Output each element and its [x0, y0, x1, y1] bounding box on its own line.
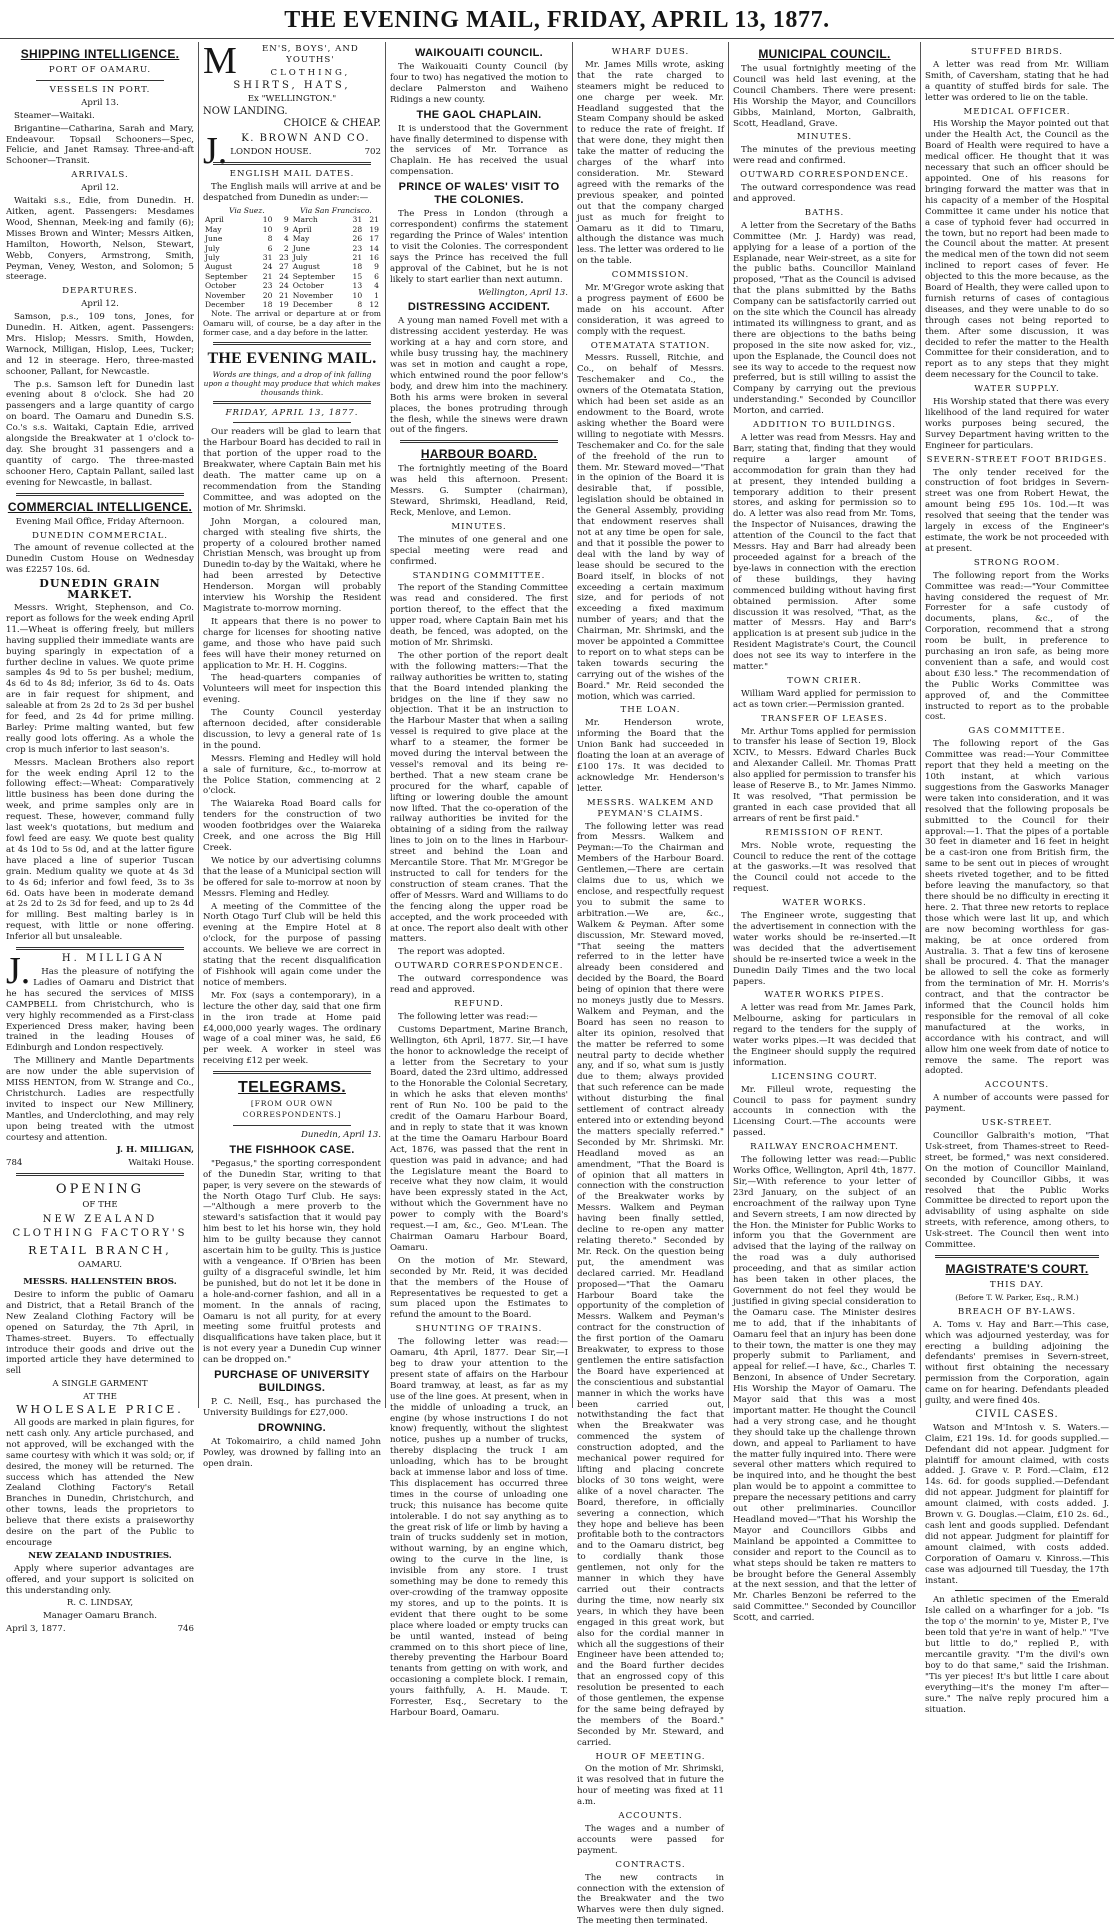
clothing-heading: NEW ZEALAND CLOTHING FACTORY'S	[12, 1214, 188, 1240]
divider	[36, 80, 164, 81]
column-4	[577, 44, 724, 1927]
table-cell: 24	[279, 271, 289, 281]
table-cell: 21	[262, 271, 273, 281]
ad-footer	[230, 147, 381, 158]
table-cell: 24	[279, 281, 289, 291]
table-cell: September	[205, 271, 248, 281]
table-cell: 31	[352, 215, 363, 225]
table-cell: 21	[279, 290, 289, 300]
section-heading: WATER WORKS PIPES.	[764, 990, 885, 1001]
divider	[16, 493, 184, 496]
table-cell: August	[205, 262, 233, 272]
article-paragraph: William Ward applied for permission to act as town crier.—Permission granted.	[733, 688, 916, 710]
article-paragraph: The County Council yesterday afternoon decided, after considerable discussion, to levy a general rate of 1s in the pound.	[203, 708, 381, 751]
arrivals-text: Waitaki s.s., Edie, from Dunedin. H. Aitken, agent. Passengers: Mesdames Wood, Shennan, Meek-ing and family (6); Misses Brown and Winter; Messrs Aitken, Hamilton, Howorth, Nelson, Stewart, Webb, Conyers, Armstrong, Smith, Peyman, Veney, Weston, and Solomon; 5 steerage.	[6, 196, 194, 283]
ad-place: Waitaki House.	[128, 1158, 194, 1169]
ad-body: Has the pleasure of notifying the Ladies of Oamaru and District that he has secured the services of MISS CAMPBELL from Christchurch, who is very highly recommended as a First-class Experienced Dress maker, having been trained in the leading Houses of Edinburgh and London respectively.	[6, 966, 194, 1054]
table-cell: 20	[262, 290, 273, 300]
section-heading: STUFFED BIRDS.	[970, 47, 1064, 57]
table-cell: October	[205, 281, 237, 291]
table-header	[203, 206, 381, 215]
table-cell: May	[292, 234, 310, 244]
table-cell: 8	[267, 234, 273, 244]
article-paragraph: Mr. Arthur Toms applied for permission to transfer his lease of Section 19, Block XCIV., to Messrs. Edward Charles Buck and Alexander Calleil. Mr. Thomas Pratt also applied for permission to transfer his lease of Reserve B., to Mr. James Nimmo. It was resolved, "That permission be granted in each case provided that all arrears of rent be first paid."	[733, 726, 916, 824]
divider	[233, 1125, 351, 1126]
prince-heading: PRINCE OF WALES' VISIT TO THE COLONIES.	[398, 181, 560, 207]
table-cell: 16	[369, 252, 379, 262]
dateline: Wellington, April 13.	[478, 287, 568, 298]
shipping-heading: SHIPPING INTELLIGENCE.	[20, 47, 180, 61]
harbour-heading: HARBOUR BOARD.	[420, 447, 538, 462]
table-cell: 12	[369, 299, 379, 309]
ad-signature: R. C. LINDSAY,	[66, 1598, 134, 1609]
column-5	[733, 44, 916, 1624]
table-cell: April	[205, 215, 224, 225]
table-cell: April	[292, 224, 312, 234]
ad-body: All goods are marked in plain figures, for nett cash only. Any article purchased, and not approved, will be exchanged with the same courtesy with which it was sold; or, if desired, the money will be returned. The success which has attended the New Zealand Clothing Factory's Retail Branches in Dunedin, Christchurch, and other towns, leads the proprietors to believe that there exists a praiseworthy desire on the part of the Public to encourage	[6, 1417, 194, 1548]
article-paragraph: The fortnightly meeting of the Board was held this afternoon. Present: Messrs. G. Sumpter (chairman), Steward, Shrimski, Headland, Reid, Reck, Menlove, and Lemon.	[390, 464, 568, 518]
column-1	[6, 44, 194, 1635]
article-paragraph: John Morgan, a coloured man, charged with stealing five shirts, the property of a coloured brother named Christian Mensch, was brought up from Dunedin to-day by the Waitaki, where he had been arrested by Detective Henderson. Morgan will probably interview his Worship the Resident Magistrate to-morrow morning.	[203, 516, 381, 614]
article-paragraph: Our readers will be glad to learn that the Harbour Board has decided to rail in that portion of the upper road to the Breakwater, where Captain Bain met his death. The matter came up on a recommendation from the Standing Committee, and was adopted on the motion of Mr. Shrimski.	[203, 427, 381, 514]
article-paragraph: P. C. Neill, Esq., has purchased the University Buildings for £27,000.	[203, 1397, 381, 1418]
table-cell: 19	[279, 299, 289, 309]
table-row	[203, 262, 381, 271]
table-cell: June	[292, 243, 311, 253]
article-paragraph: Councillor Galbraith's motion, "That Usk-street, from Thames-street to Reed-street, be formed," was next considered. On the motion of Councillor Mainland, seconded by Councillor Gibbs, it was resolved that the Public Works Committee be directed to report upon the advisability of using asphalte on side streets, with reference, among others, to Usk-street. The Council then went into Committee.	[925, 1131, 1109, 1251]
mail-rows	[203, 215, 381, 309]
table-row	[203, 244, 381, 253]
section-heading: WATER WORKS.	[782, 898, 867, 909]
table-cell: 23	[279, 252, 289, 262]
article-paragraph: The head-quarters companies of Volunteers will meet for inspection this evening.	[203, 673, 381, 706]
ad-line: K. BROWN AND CO.	[241, 133, 371, 145]
table-cell: 10	[262, 215, 273, 225]
telegrams-source: [FROM OUR OWN CORRESPONDENTS.]	[242, 1099, 342, 1120]
table-row	[203, 291, 381, 300]
section-heading: LICENSING COURT.	[771, 1071, 878, 1082]
article-paragraph: A number of accounts were passed for payment.	[925, 1093, 1109, 1115]
divider	[213, 162, 371, 165]
table-cell: 8	[357, 299, 363, 309]
mens-ad	[203, 40, 381, 82]
drowning-heading: DROWNING.	[257, 1421, 327, 1434]
section-heading: BATHS.	[804, 207, 845, 218]
table-cell: 6	[374, 271, 379, 281]
section-heading: REMISSION OF RENT.	[765, 827, 884, 838]
table-cell: 9	[283, 215, 289, 225]
article-paragraph: A young man named Fovell met with a distressing accident yesterday. He was working at a hay and corn store, and while busy trussing hay, the machinery was set in motion and caught a rope, which entwined round the poor fellow's body, and drew him into the machinery. Both his arms were broken in several places, the bones protruding through the flesh, while the sinews were drawn out of the fingers.	[390, 316, 568, 436]
divider	[16, 1173, 184, 1176]
ad-line: SHIRTS, HATS,	[233, 79, 351, 91]
table-cell: December	[205, 299, 245, 309]
table-cell: 10	[352, 290, 363, 300]
section-heading: STANDING COMMITTEE.	[412, 570, 546, 581]
table-cell: August	[292, 262, 320, 272]
table-cell: 6	[267, 243, 273, 253]
before-line: (Before T. W. Parker, Esq., R.M.)	[955, 1292, 1079, 1302]
divider	[400, 440, 558, 443]
date-line: April 12.	[81, 299, 119, 310]
divider	[16, 947, 184, 950]
ad-line: A SINGLE GARMENT	[52, 1379, 148, 1390]
table-cell: 9	[283, 224, 289, 234]
article-paragraph: On the motion of Mr. Steward, seconded by Mr. Reid, it was decided that the members of the House of Representatives be requested to get a sum placed upon the Estimates to refund the amount to the Board.	[390, 1255, 568, 1321]
section-heading: ACCOUNTS.	[618, 1811, 683, 1822]
ad-line: CHOICE & CHEAP.	[283, 118, 381, 130]
section-heading: TOWN CRIER.	[787, 675, 862, 686]
office-line: Evening Mail Office, Friday Afternoon.	[15, 516, 185, 527]
article-paragraph: The Engineer wrote, suggesting that the advertisement in connection with the water works should be re-inserted.—It was decided that the advertisement should be re-inserted twice a week in the Dunedin Daily Times and the two local papers.	[733, 911, 916, 987]
divider	[213, 342, 371, 345]
customs-heading: DUNEDIN COMMERCIAL.	[31, 530, 169, 541]
ad-header: H. MILLIGAN	[61, 953, 166, 965]
port-heading: PORT OF OAMARU.	[48, 65, 152, 75]
column-rule	[728, 42, 729, 1408]
article-paragraph: His Worship stated that there was every likelihood of the land required for water works purposes being secured, the Survey Department having written to the Engineer for particulars.	[925, 397, 1109, 451]
article-paragraph: His Worship the Mayor pointed out that under the Health Act, the Council as the Board of Health were required to have a medical officer. He thought that it was necessary that such an officer should be appointed. One of his reasons for bringing forward the matter was that in his capacity of a member of the Hospital Committee it came under his notice that a case of typhoid fever had occurred in the town, but no report had been made to the Council about the matter. At present the medical men of the town did not seem inclined to report cases of fever. He objected to this the more because, as the Board of Health, they were called upon to furnish returns of cases of contagious diseases, and they were unable to do so through cases not being reported to them. After some discussion, it was decided to refer the matter to the Health Committee for their consideration, and to report as to any steps that they might deem necessary for the Council to take.	[925, 119, 1109, 381]
column-rule	[920, 42, 921, 1408]
purchase-heading: PURCHASE OF UNIVERSITY BUILDINGS.	[214, 1369, 370, 1395]
ad-number: 746	[177, 1624, 194, 1635]
table-cell: 18	[352, 262, 363, 272]
table-cell: 4	[283, 234, 289, 244]
arrivals-heading: ARRIVALS.	[71, 170, 129, 181]
retail-heading: RETAIL BRANCH,	[28, 1244, 172, 1258]
mail-table	[203, 206, 381, 309]
article-paragraph: The Waiareka Road Board calls for tenders for the construction of two wooden footbridges over the Waiareka Creek, and one across the Big Hill Creek.	[203, 799, 381, 853]
firm-name: MESSRS. HALLENSTEIN BROS.	[23, 1277, 177, 1288]
article-paragraph: The other portion of the report dealt with the following matters:—That the railway authorities be written to, stating that the Board intended planking the bridges on the line if they saw no objection. That it be an instruction to the Harbour Master that when a sailing vessel is required to give place at the wharf to a steamer, the former be moved during the interval between the vessel's removal and its being re-berthed. That a new steam crane be procured for the wharf, capable of lifting or lowering double the amount now lifted. That the co-operation of the railway authorities be invited for the obtaining of a siding from the railway lines to join on to the lines in Harbour-street and behind the Loan and Mercantile Store. That Mr. M'Gregor be instructed to call for tenders for the construction of steam cranes. That the offer of Messrs. Ward and Williams to do the fencing along the upper road be accepted, and the work proceeded with at once. The report also dealt with other matters.	[390, 650, 568, 945]
magistrate-heading: MAGISTRATE'S COURT.	[945, 1261, 1089, 1276]
article-paragraph: Watson and M'Intosh v. S. Waters.—Claim, £21 19s. 1d. for goods supplied.—Defendant did not appear. Judgment for plaintiff for amount claimed, with costs added. J. Grave v. P. Ford.—Claim, £12 14s. 6d. for goods supplied.—Defendant did not appear. Judgment for plaintiff for amount claimed, with costs added. J. Brown v. G. Douglas.—Claim, £10 2s. 6d., cash lent and goods supplied. Defendant did not appear. Judgment for plaintiff for amount claimed, with costs added. Corporation of Oamaru v. Kinross.—This case was adjourned till Tuesday, the 17th instant.	[925, 1422, 1109, 1586]
article-paragraph: The following letter was read:—Oamaru, 4th April, 1877. Dear Sir,—I beg to draw your attention to the present state of affairs on the Harbour Board tramway, at least, as far as my use of the line goes. At present, when in the middle of unloading a truck, an engine (by whose instructions I do not know) frequently, without the slightest notice, pushes up a number of trucks, thereby displacing the truck I am unloading, which has to be brought back at immense labor and loss of time. This displacement has occurred three times in the course of unloading one truck; this nuisance has become quite intolerable. I do not say anything as to the great risk of life or limb by having a train of trucks suddenly set in motion, without warning, by an engine which, owing to the curve in the line, is invisible from any store. I trust something may be done to remedy this over-crowding of the tramway opposite my stores, and up to the points. It is evident that there ought to be some place where loaded or empty trucks can be until wanted, instead of being crammed on to this short piece of line, thereby preventing the Harbour Board tenants from getting on with work, and occasioning a complete block. I remain, yours faithfully, A. H. Maude. T. Forrester, Esq., Secretary to the Harbour Board, Oamaru.	[390, 1337, 568, 1718]
section-heading: STRONG ROOM.	[973, 557, 1061, 568]
grain-heading: DUNEDIN GRAIN MARKET.	[39, 577, 161, 602]
article-paragraph: The report of the Standing Committee was read and considered. The first portion thereof, to the effect that the upper road, where Captain Bain met his death, be fenced, was adopted, on the motion of Mr. Shrimski.	[390, 583, 568, 648]
masthead-title: THE EVENING MAIL, FRIDAY, APRIL 13, 1877.	[0, 0, 1114, 39]
section-heading: SHUNTING OF TRAINS.	[415, 1324, 543, 1335]
date-line: April 12.	[81, 183, 119, 194]
article-paragraph: The Press in London (through a correspondent) confirms the statement regarding the Prince of Wales' intention to visit the Colonies. The correspondent says the Prince has received the full approval of the Cabinet, but he is not likely to start earlier than next autumn.	[390, 209, 568, 285]
article-paragraph: The outward correspondence was read and approved.	[390, 974, 568, 996]
table-cell: 27	[279, 262, 289, 272]
column-6	[925, 44, 1109, 1715]
section-heading: CIVIL CASES.	[975, 1408, 1059, 1420]
municipal-heading: MUNICIPAL COUNCIL.	[758, 47, 891, 61]
ad-signature: J. H. MILLIGAN,	[116, 1145, 194, 1156]
departures-text: Samson, p.s., 109 tons, Jones, for Dunedin. H. Aitken, agent. Passengers: Mrs. Hislop; Messrs. Smith, Howden, Warnock, Milligan, Hislop, Lees, Tucker; and 12 in steerage. Hero, three-masted schooner, Pallant, for Newcastle.	[6, 312, 194, 377]
article-paragraph: Messrs. Fleming and Hedley will hold a sale of furniture, &c., to-morrow at the Police Station, commencing at 2 o'clock.	[203, 753, 381, 797]
table-cell: September	[292, 271, 336, 281]
article-paragraph: A meeting of the Committee of the North Otago Turf Club will be held this evening at the Empire Hotel at 8 o'clock, for the purpose of passing accounts. We believe we are correct in stating that the recent disqualification of Fishhook will again come under the notice of members.	[203, 901, 381, 988]
ad-body: Apply where superior advantages are offered, and your support is solicited on this understanding only.	[6, 1563, 194, 1596]
evening-mail-title: THE EVENING MAIL.	[207, 349, 377, 367]
table-cell: 21	[369, 215, 379, 225]
ad-role: Manager Oamaru Branch.	[43, 1611, 157, 1622]
ad-initial: J.	[6, 950, 31, 993]
section-heading: HOUR OF MEETING.	[595, 1751, 706, 1762]
waikouaiti-heading: WAIKOUAITI COUNCIL.	[415, 47, 543, 59]
column-rule	[198, 42, 199, 1408]
ad-line: CLOTHING,	[270, 67, 351, 78]
departures-heading: DEPARTURES.	[62, 286, 138, 297]
article-paragraph: A letter was read from Mr. William Smith, of Caversham, stating that he had a quantity of stuffed birds for sale. The letter was ordered to lie on the table.	[925, 59, 1109, 103]
table-cell: 24	[262, 262, 273, 272]
col-header: Via Suez.	[228, 205, 265, 215]
brown-ad	[203, 130, 381, 173]
table-cell: 4	[374, 281, 379, 291]
table-row	[203, 281, 381, 290]
mail-heading: ENGLISH MAIL DATES.	[229, 169, 355, 180]
section-heading: WHARF DUES.	[611, 47, 690, 57]
article-paragraph: The minutes of one general and one special meeting were read and confirmed.	[390, 534, 568, 567]
article-paragraph: An athletic specimen of the Emerald Isle called on a wharfinger for a job. "Is the top o' the mornin' to ye, Mister P., I've been told that ye're in want of help." "I've but little to do," replied P., with mercantile gravity. "I'm the divil's own boy to do that same," said the Irishman. "Tis yer pieces! It's but little I care about everything—it's the money I'm after—sure." The naïve reply procured him a situation.	[925, 1595, 1109, 1715]
milligan-ad	[6, 950, 194, 1054]
section-heading: REFUND.	[454, 998, 504, 1009]
nz-industries: NEW ZEALAND INDUSTRIES.	[28, 1550, 172, 1561]
table-cell: 23	[352, 243, 363, 253]
commercial-heading: COMMERCIAL INTELLIGENCE.	[7, 499, 193, 514]
opening-heading: OPENING	[55, 1182, 145, 1198]
table-cell: 23	[262, 281, 273, 291]
section-heading: THE LOAN.	[620, 705, 681, 716]
ad-place: LONDON HOUSE.	[230, 147, 312, 158]
dateline: FRIDAY, APRIL 13, 1877.	[225, 407, 359, 418]
section-heading: OTEMATATA STATION.	[590, 340, 711, 351]
article-paragraph: The new contracts in connection with the extension of the Breakwater and the two Wharves were then duly signed. The meeting then terminated.	[577, 1872, 724, 1927]
dateline: Dunedin, April 13.	[300, 1129, 381, 1140]
table-cell: 14	[369, 243, 379, 253]
article-paragraph: It appears that there is no power to charge for licenses for shooting native game, and those who have paid such fees will have their money returned on application to Mr. H. H. Coggins.	[203, 616, 381, 671]
divider	[955, 1590, 1079, 1591]
ad-number: 784	[6, 1158, 23, 1169]
ad-body: The Millinery and Mantle Departments are now under the able supervision of MISS HENTON, from W. Strange and Co., Christchurch. Ladies are respectfully invited to inspect our New Millinery, Mantles, and Underclothing, and may rely upon being treated with the utmost courtesy and attention.	[6, 1056, 194, 1143]
article-paragraph: At Tokomairiro, a child named John Powley, was drowned by falling into an open drain.	[203, 1436, 381, 1469]
grain-text: Messrs. Maclean Brothers also report for the week ending April 12 to the following effect:—Wheat: Comparatively little business has been done during the week, and prime samples only are in request. These, however, command fully last week's quotations, but medium and fowl feed are easy. We quote best quality at 4s 10d to 5s 0d, and at the latter figure have placed a line of superior Tuscan grain. Medium quality we quote at 4s 3d to 4s 6d; inferior and fowl feed, 3s to 3s 6d. Oats have been in moderate demand at 2s 2d to 2s 3d for feed, and up to 2s 4d for milling. Best malting barley is in request, with little or none offering. Inferior all but unsaleable.	[6, 757, 194, 943]
article-paragraph: A letter was read from Mr. James Park, Melbourne, asking for particulars in regard to the tenders for the supply of water works pipes.—It was decided that the Engineer should supply the required information.	[733, 1003, 916, 1068]
col-header: Via San Francisco.	[299, 205, 372, 215]
customs-text: The amount of revenue collected at the Dunedin Custom House on Wednesday was £2257 10s. 6d.	[6, 543, 194, 576]
accident-heading: DISTRESSING ACCIDENT.	[407, 301, 551, 314]
table-cell: November	[205, 290, 246, 300]
mail-intro: The English mails will arrive at and be despatched from Dunedin as under:—	[203, 182, 381, 203]
ad-line: EN'S, BOYS', AND YOUTHS'	[262, 44, 359, 65]
table-row	[203, 215, 381, 224]
article-paragraph: Mr. Henderson wrote, informing the Board that the Union Bank had succeeded in floating the loan at an average of £100 17s. It was decided to acknowledge Mr. Henderson's letter.	[577, 718, 724, 794]
article-paragraph: The usual fortnightly meeting of the Council was held last evening, at the Council Chambers. There were present: His Worship the Mayor, and Councillors Gibbs, Mainland, Morton, Galbraith, Scott, Headland, Grave.	[733, 64, 916, 129]
section-heading: BREACH OF BY-LAWS.	[957, 1306, 1077, 1317]
ad-body: Desire to inform the public of Oamaru and District, that a Retail Branch of the New Zealand Clothing Factory will be opened on Saturday, the 7th April, in Thames-street. Buyers. To effectually introduce their goods and drive out the imported article they have determined to sell	[6, 1290, 194, 1377]
section-heading: GAS COMMITTEE.	[968, 726, 1066, 737]
article-paragraph: A letter from the Secretary of the Baths Committee (Mr. J. Hardy) was read, applying for a lease of a portion of the Esplanade, near Weir-street, as a site for the public baths. Councillor Mainland proposed, "That as the Council is advised that the plans submitted by the Baths Company can be satisfactorily carried out on the site which the Council has already intimated its willingness to grant, and as there are objections to the baths being proposed in the site now asked for, viz., upon the Esplanade, the Council does not see its way to accede to the request now preferred, but is still willing to assist the Company by carrying out the previous understanding." Seconded by Councillor Morton, and carried.	[733, 220, 916, 417]
article-paragraph: The only tender received for the construction of foot bridges in Severn-street was one from Robert Hewat, the amount being £95 10s. 10d.—It was resolved that seeing that the tender was largely in excess of the Engineer's estimate, the work be not proceeded with at present.	[925, 467, 1109, 554]
table-cell: 31	[262, 252, 273, 262]
table-cell: November	[292, 290, 333, 300]
section-heading: ADDITION TO BUILDINGS.	[753, 420, 896, 431]
section-heading: MEDICAL OFFICER.	[963, 106, 1071, 117]
motto: Words are things, and a drop of ink falling upon a thought may produce that which makes thousands think.	[203, 369, 381, 397]
table-cell: December	[292, 299, 333, 309]
column-3	[390, 44, 568, 1718]
article-paragraph: A. Toms v. Hay and Barr.—This case, which was adjourned yesterday, was for erecting a building adjoining the defendants' premises in Severn-street, without first obtaining the necessary permission from the Corporation, again came on for hearing. Defendants pleaded guilty, and were fined 40s.	[925, 1319, 1109, 1407]
section-heading: SEVERN-STREET FOOT BRIDGES.	[926, 454, 1108, 465]
article-paragraph: The report was adopted.	[398, 947, 505, 958]
fishhook-heading: THE FISHHOOK CASE.	[229, 1143, 355, 1156]
table-cell: July	[205, 252, 220, 262]
table-cell: July	[205, 243, 220, 253]
article-paragraph: Mr. Fox (says a contemporary), in a lecture the other day, said that one firm in the iron trade at Home paid £4,000,000 yearly wages. The ordinary wage of a coal miner was, he said, £6 per week. A worker in steel was receiving £12 per week.	[203, 990, 381, 1067]
section-heading: OUTWARD CORRESPONDENCE.	[739, 170, 910, 181]
column-rule	[385, 42, 386, 1408]
ad-initial: J.	[203, 130, 228, 173]
article-paragraph: We notice by our advertising columns that the lease of a Municipal section will be offered for sale to-morrow at noon by Messrs. Fleming and Hedley.	[203, 855, 381, 899]
ad-footer	[6, 1158, 194, 1169]
table-cell: 21	[352, 252, 363, 262]
article-paragraph: Mrs. Noble wrote, requesting the Council to reduce the rent of the cottage at the gasworks.—It was resolved that the Council could not accede to the request.	[733, 840, 916, 895]
steamers-text: Steamer—Waitaki.	[14, 110, 95, 121]
article-paragraph: Mr. James Mills wrote, asking that the rate charged to steamers might be reduced to one charge per week. Mr. Headland suggested that the Steam Company should be asked to reduce the rate of freight. If that were done, they might then take the matter of reducing the charges of the wharf into consideration. Mr. Steward agreed with the remarks of the previous speaker, and pointed out that the company charged just as much for freight to Oamaru as it did to Timaru, although the distance was much less. The letter was ordered to lie on the table.	[577, 59, 724, 267]
section-heading: CONTRACTS.	[615, 1859, 686, 1870]
table-cell: 17	[369, 234, 379, 244]
table-cell: 18	[262, 299, 273, 309]
article-paragraph: The following letter was read:—	[398, 1011, 538, 1022]
section-heading: MESSRS. WALKEM AND PEYMAN'S CLAIMS.	[586, 797, 715, 819]
section-heading: WATER SUPPLY.	[974, 384, 1060, 395]
telegrams-heading: TELEGRAMS.	[238, 1079, 346, 1097]
section-heading: COMMISSION.	[611, 270, 690, 281]
article-paragraph: "Pegasus," the sporting correspondent of the Dunedin Star, writing to that paper, is very severe on the stewards of the North Otago Turf Club. He says:—"Although a mere proverb to the steward's satisfaction that it would pay him best to let his horse win, they hold him to be guilty because they cannot ascertain him to be guilty. This is justice with a vengeance. If O'Brien has been guilty of a disgraceful swindle, let him be punished, but do not let it be done in a hole-and-corner fashion, and all in a moment. In the annals of racing, Oamaru is not all purity, for at every meeting some fruitful protests and disqualifications have taken place, but it is not every year a Dunedin Cup winner can be dropped on."	[203, 1158, 381, 1366]
table-row	[203, 225, 381, 234]
section-heading: OUTWARD CORRESPONDENCE.	[394, 961, 564, 972]
article-paragraph: It is understood that the Government have finally determined to dispense with the services of Mr. Torrance as Chaplain. He has received the usual compensation.	[390, 123, 568, 178]
article-paragraph: The following report of the Gas Committee was read:—Your Committee report that they held a meeting on the 10th instant, at which various suggestions from the Gasworks Manager were taken into consideration, and it was resolved that the following proposals be submitted to the Council for their approval:—1. That the pipes of a portable 30 feet in diameter and 16 feet in height be a cast-iron one from British firm, the same to be sent out in pieces of wrought sheets riveted together, and to be fitted before leaving the manufactory, so that there should be no difficulty in erecting it here. 2. That three new retorts to replace those which were last lit up, and which are now becoming worthless for gas-making, be at once ordered from Australia. 3. That a few tins of kerosene shall be procured. 4. That the manager be allowed to sell the coke as formerly from the termination of Mr. H. Morris's contract, and that the contractor be informed that the Council holds him responsible for the removal of all coke manufactured at the works, in accordance with his contract, and will allow him one week from date of notice to remove the same. The report was adopted.	[925, 739, 1109, 1077]
table-cell: March	[292, 215, 318, 225]
article-paragraph: A letter was read from Messrs. Hay and Barr, stating that, finding that they would require a larger amount of accommodation for grain than they had at present, they intended building a temporary addition to their present stores, and asking for permission so to do. A letter was also read from Mr. Toms, the Inspector of Nuisances, drawing the attention of the Council to the fact that Messrs. Hay and Barr had already been proceeded against for a breach of the bye-laws in connection with the erection of these buildings, they having commenced building without having first obtained permission. After some discussion it was resolved, "That, as the matter of Messrs. Hay and Barr's application is at present sub judice in the Resident Magistrate's Court, the Council does not see its way to interfere in the matter."	[733, 433, 916, 673]
table-cell: 1	[374, 290, 379, 300]
section-heading: USK-STREET.	[981, 1118, 1053, 1129]
column-2	[203, 40, 381, 1469]
table-cell: October	[292, 281, 324, 291]
table-cell: 19	[369, 224, 379, 234]
article-paragraph: The wages and a number of accounts were passed for payment.	[577, 1824, 724, 1856]
brigantines-text: Brigantine—Catharina, Sarah and Mary, Endeavour. Topsail Schooners—Spec, Felicie, and Janet Ramsay. Three-and-aft Schooner—Transit.	[6, 123, 194, 167]
ad-footer	[6, 1624, 194, 1635]
article-paragraph: On the motion of Mr. Shrimski, it was resolved that in future the hour of meeting was fixed at 11 a.m.	[577, 1764, 724, 1808]
wholesale-heading: WHOLESALE PRICE.	[16, 1403, 184, 1417]
divider	[935, 1255, 1099, 1258]
oamaru-line: OAMARU.	[78, 1260, 122, 1271]
date-line: April 13.	[81, 97, 119, 108]
article-paragraph: The minutes of the previous meeting were read and confirmed.	[733, 145, 916, 167]
table-cell: 9	[374, 262, 379, 272]
ad-line: Ex "WELLINGTON."	[247, 93, 337, 104]
divider	[213, 1071, 371, 1074]
ad-line: AT THE	[83, 1392, 117, 1403]
table-cell: July	[292, 252, 308, 262]
ad-number: 702	[364, 147, 381, 158]
section-heading: RAILWAY ENCROACHMENT.	[750, 1142, 899, 1153]
table-cell: 28	[352, 224, 363, 234]
table-row	[203, 272, 381, 281]
table-cell: 10	[262, 224, 273, 234]
shipping-notes: The p.s. Samson left for Dunedin last evening about 8 o'clock. She had 20 passengers and a large quantity of cargo on board. The Oamaru and Dunedin S.S. Co.'s s.s. Waitaki, Captain Edie, arrived alongside the Breakwater at 1 o'clock to-day. She brought 31 passengers and a quantity of cargo. The three-masted schooner Hero, Captain Pallant, sailed last evening for Newcastle, in ballast.	[6, 379, 194, 488]
table-cell: 13	[352, 281, 363, 291]
article-paragraph: The outward correspondence was read and approved.	[733, 183, 916, 204]
divider	[233, 422, 351, 423]
article-paragraph: The Waikouaiti County Council (by four to two) has negatived the motion to declare Palmerston and Waiheno Ridings a new county.	[390, 62, 568, 105]
gaol-heading: THE GAOL CHAPLAIN.	[416, 108, 542, 121]
table-row	[203, 300, 381, 309]
table-cell: 26	[352, 234, 363, 244]
vessels-heading: VESSELS IN PORT.	[49, 84, 151, 95]
divider	[213, 401, 371, 404]
article-paragraph: The following letter was read:—Public Works Office, Wellington, April 4th, 1877. Sir,—With reference to your letter of 23rd January, on the subject of an encroachment of the railway upon Tyne and Severn streets, I am now directed by the Hon. the Minister for Public Works to inform you that the Government are advised that the laying of the railway on the road was a duly authorised proceeding, and that as similar action has been taken in other places, the Government do not feel they would be justified in giving special consideration to the Oamaru case. The Minister desires me to add, that if the inhabitants of Oamaru feel that an injury has been done to their town, the matter is one they may properly submit to Parliament, and appeal for relief.—I have, &c., Charles T. Benzoni, In absence of Under Secretary. His Worship the Mayor of Oamaru. The Mayor said that this was a most important matter. He thought the Council had a very strong case, and he thought they should take up the challenge thrown down, and appeal to Parliament to have the matter fully inquired into. There were several other matters which required to be inquired into, and he thought the best plan would be to appoint a committee to prepare the necessary petitions and carry out other preliminaries. Councillor Headland moved—"That his Worship the Mayor and Councillors Gibbs and Mainland be appointed a Committee to consider and report to the Council as to what steps should be taken re matters to be brought before the General Assembly at the next session, and that the letter of Mr. Charles Benzoni be referred to the said Committee." Seconded by Councillor Scott, and carried.	[733, 1155, 916, 1624]
article-paragraph: The following letter was read from Messrs. Walkem and Peyman:—To the Chairman and Members of the Harbour Board. Gentlemen,—There are certain claims due to us, which we enclose, and respectfully request you to submit the same to arbitration.—We are, &c., Walkem & Peyman. After some discussion, Mr. Steward moved, "That seeing the matters referred to in the letter have already been considered and decided by the Board, the Board being of opinion that there were no moneys justly due to Messrs. Walkem and Peyman, and the Board has seen no reason to alter its opinion, resolved that the matter be referred to some neutral party to decide whether any, and if so, what sum is justly due to them; always provided that such reference can be made without disturbing the final settlement of contract already entered into or extending beyond the matters specially referred." Seconded by Mr. Shrimski. Mr. Headland moved as an amendment, "That the Board is of opinion that all matters in connection with the construction of the Breakwater works by Messrs. Walkem and Peyman having been finally settled, decline to re-open any matter relating thereto." Seconded by Mr. Reck. On the question being put, the amendment was declared carried. Mr. Headland proposed—"That the Oamaru Harbour Board take the opportunity of the completion of Messrs. Walkem and Peyman's contract for the construction of the first portion of the Oamaru Breakwater, to express to those gentlemen the entire satisfaction the Board have experienced at the conscientious and substantial manner in which the works have been carried out, notwithstanding the fact that when the Breakwater was commenced the system of construction adopted, and the mechanical power required for lifting and placing concrete blocks of 30 tons weight, were alike of a novel character. The Board, therefore, in officially severing a connection, which they hope and believe has been profitable both to the contractors and to the Oamaru district, beg to cordially thank those gentlemen, not only for the manner in which they have carried out their contracts during the time, now nearly six years, in which they have been engaged in this great work, but also for the cordial manner in which all the suggestions of their Engineer have been attended to; and the Board further decides that an engrossed copy of this resolution be presented to each of those gentlemen, the expense for the same being defrayed by the members of the Board." Seconded by Mr. Steward, and carried.	[577, 821, 724, 1748]
section-heading: TRANSFER OF LEASES.	[761, 713, 888, 724]
section-heading: ACCOUNTS.	[984, 1080, 1050, 1091]
article-paragraph: Mr. Filleul wrote, requesting the Council to pass for payment sundry accounts in connection with the Licensing Court.—The accounts were passed.	[733, 1084, 916, 1139]
section-heading: MINUTES.	[451, 521, 507, 532]
table-cell: June	[205, 234, 223, 244]
of-the: OF THE	[82, 1200, 118, 1211]
article-paragraph: Mr. M'Gregor wrote asking that a progress payment of £600 be made on his account. After consideration, it was agreed to comply with the request.	[577, 283, 724, 337]
section-heading: THIS DAY.	[989, 1279, 1045, 1290]
ad-date: April 3, 1877.	[6, 1624, 66, 1635]
article-paragraph: Customs Department, Marine Branch, Wellington, 6th April, 1877. Sir,—I have the honor to acknowledge the receipt of a letter from the Secretary to your Board, dated the 23rd ultimo, addressed to the Honorable the Colonial Secretary, in which he asks that eleven months' rent of Run No. 100 be paid to the credit of the Oamaru Harbour Board, and in reply to state that it was known at the time the Oamaru Harbour Board Act, 1876, was passed that the rent in question was paid in advance; and had the Legislature meant the Board to receive what they now claim, it would have been expressly stated in the Act, without which the Government have no power to comply with the Board's request.—I am, &c., Geo. M'Lean. The Chairman Oamaru Harbour Board, Oamaru.	[390, 1024, 568, 1253]
table-cell: 15	[352, 271, 363, 281]
table-cell: 2	[283, 243, 289, 253]
section-heading: MINUTES.	[796, 132, 853, 143]
column-rule	[572, 42, 573, 1408]
table-row	[203, 253, 381, 262]
ad-initial: M	[203, 40, 237, 82]
grain-text: Messrs. Wright, Stephenson, and Co. report as follows for the week ending April 11.—Wheat is offering freely, but millers having supplied their immediate wants are buying sparingly in expectation of a further decline in values. We quote prime samples 4s 9d to 5s per bushel; medium, 4s 6d to 4s 8d; inferior, 3s 6d to 4s. Oats are in fair request for shipment, and saleable at from 2s 2d to 2s 3d per bushel for feed, and 2s 4d for prime milling. Barley: Prime malting wanted, but few really good lots offering. As a whole the crop is much inferior to last season's.	[6, 602, 194, 755]
ad-line: NOW LANDING.	[203, 105, 288, 117]
mail-note: Note. The arrival or departure at or from Oamaru will, of course, be a day after in the former case, and a day before in the latter.	[203, 309, 381, 338]
article-paragraph: The following report from the Works Committee was read:—"Your Committee having considered the request of Mr. Forrester for a safe custody of documents, plans, &c., of the Corporation, recommend that a strong room be built, in preference to purchasing an iron safe, as being more convenient than a safe, and would cost about £30 less." The recommendation of the Public Works Committee was approved of, and the Committee instructed to report as to the probable cost.	[925, 570, 1109, 723]
table-row	[203, 234, 381, 243]
table-cell: May	[205, 224, 222, 234]
article-paragraph: Messrs. Russell, Ritchie, and Co., on behalf of Messrs. Teschemaker and Co., the owners of the Otematata Station, which had been set aside as an endowment to the Board, wrote asking whether the Board were willing to negotiate with Messrs. Teschemaker and Co. for the sale of the freehold of the run to them. Mr. Steward moved—"That in the opinion of the Board it is desirable that, if possible, legislation should be obtained in the General Assembly, providing that endowment reserves shall not at any time be open for sale, and that it possible the power to deal with the land by way of lease should be secured to the Board itself, in blocks of not exceeding a certain maximum size, and for periods of not exceeding a fixed maximum number of years; and that the Chairman, Mr. Shrimski, and the mover be appointed a Committee to report on to what steps can be taken towards securing the carrying out of the wishes of the Board." Mr. Reid seconded the motion, which was carried.	[577, 353, 724, 702]
